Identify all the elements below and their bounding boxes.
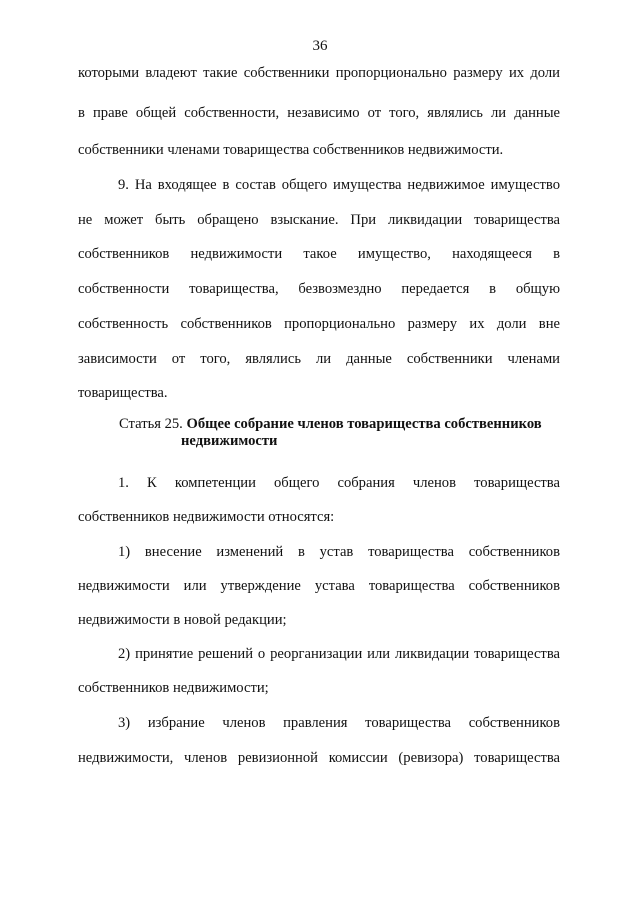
item-1-start: 1) внесение изменений в устав товарищества собственников — [118, 544, 560, 560]
text-line: которыми владеют такие собственники пропорционально размеру их доли — [78, 65, 560, 81]
article-title-line1: Общее собрание членов товарищества собственников — [186, 416, 542, 432]
page-number: 36 — [312, 38, 328, 54]
article-title-line2: недвижимости — [181, 433, 278, 449]
text-line: собственников недвижимости относятся: — [78, 509, 335, 525]
text-line: недвижимости, членов ревизионной комиссии (ревизора) товарищества — [78, 750, 560, 766]
paragraph-9-start: 9. На входящее в состав общего имущества недвижимое имущество — [118, 177, 560, 193]
paragraph-1-start: 1. К компетенции общего собрания членов товарищества — [118, 475, 560, 491]
text-line: собственники членами товарищества собственников недвижимости. — [78, 142, 504, 158]
text-line: товарищества. — [78, 385, 168, 401]
text-line: собственников недвижимости такое имущество, находящееся в — [78, 246, 560, 262]
text-line: собственности товарищества, безвозмездно передается в общую — [78, 281, 560, 297]
text-line: зависимости от того, являлись ли данные собственники членами — [78, 351, 560, 367]
text-line: недвижимости или утверждение устава товарищества собственников — [78, 578, 560, 594]
item-3-start: 3) избрание членов правления товарищества собственников — [118, 715, 560, 731]
article-number: Статья 25. — [119, 416, 183, 432]
text-line: не может быть обращено взыскание. При ликвидации товарищества — [78, 212, 560, 228]
text-line: недвижимости в новой редакции; — [78, 612, 287, 628]
text-line: собственность собственников пропорционально размеру их доли вне — [78, 316, 560, 332]
text-line: собственников недвижимости; — [78, 680, 269, 696]
article-heading — [119, 416, 569, 450]
item-2-start: 2) принятие решений о реорганизации или ликвидации товарищества — [118, 646, 560, 662]
text-line: в праве общей собственности, независимо от того, являлись ли данные — [78, 105, 560, 121]
